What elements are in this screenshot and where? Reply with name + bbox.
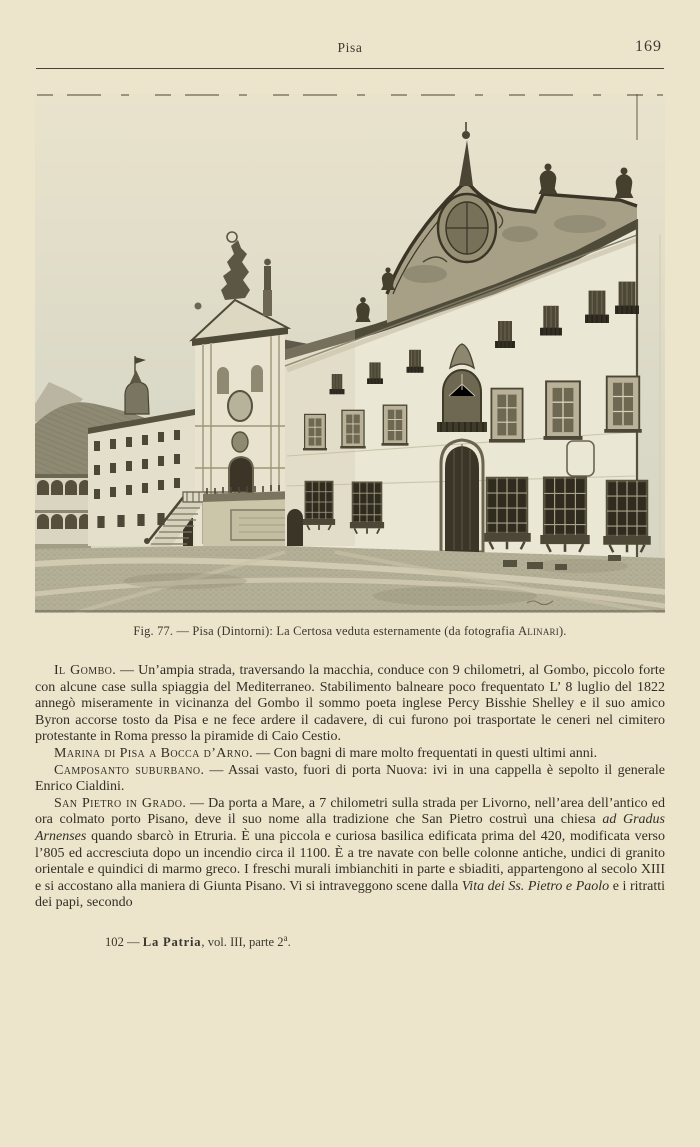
caption-photographer: Alinari <box>518 624 559 638</box>
signature-number: 102 — <box>105 935 143 950</box>
figure-caption <box>35 624 665 639</box>
footer-period: . <box>287 935 291 950</box>
courtyard <box>35 546 665 613</box>
paragraph-lead-san-pietro: San Pietro in Grado <box>54 795 183 811</box>
latin-phrase-ad-gradus: ad Gradus Arnenses <box>35 812 666 844</box>
caption-suffix: ). <box>558 624 567 638</box>
paragraph-il-gombo <box>35 663 665 746</box>
page-number: 169 <box>635 38 662 55</box>
paragraph-lead-camposanto: Camposanto suburbano <box>54 762 201 778</box>
paragraph-marina-di-pisa <box>35 746 665 763</box>
paragraph-lead-marina: Marina di Pisa a Bocca d’Arno <box>54 745 250 761</box>
volume-info: , vol. III, parte 2 <box>201 935 284 950</box>
book-page <box>0 40 700 1147</box>
work-title: La Patria <box>142 935 202 950</box>
paragraph-camposanto <box>35 763 665 796</box>
part-superscript: a <box>283 932 288 943</box>
paragraph-body1-san-pietro: . — Da porta a Mare, a 7 chilometri sulla strada per Livorno, nell’area dell’antico ed ora colmato porto Pisano, deve il suo nome alla tradizione che San Pietro costruì una chiesa <box>35 795 665 828</box>
paragraph-body3-san-pietro: e i ritratti dei papi, secondo <box>35 878 665 911</box>
body-text <box>35 663 665 912</box>
certosa-engraving <box>35 94 665 613</box>
paragraph-lead-il-gombo: Il Gombo <box>54 663 113 678</box>
figure-certosa <box>35 94 665 639</box>
running-title: Pisa <box>337 40 363 55</box>
paragraph-body-marina: . — Con bagni di mare molto frequentati in questi ultimi anni. <box>249 745 598 761</box>
page-header <box>36 40 664 57</box>
arcade-loggia <box>35 474 93 549</box>
paragraph-san-pietro-in-grado <box>35 796 665 912</box>
page-footer <box>105 933 700 950</box>
caption-text: Fig. 77. — Pisa (Dintorni): La Certosa veduta esternamente (da fotografia <box>133 624 519 638</box>
work-title-vita-ss: Vita dei Ss. Pietro e Paolo <box>461 878 610 894</box>
certosa-engraving-illustration <box>35 94 665 613</box>
paragraph-body2-san-pietro: quando sbarcò in Etruria. È una piccola e curiosa basilica edificata prima del 420, modificata verso l’805 ed accresciuta dopo un incendio circa il 1100. È a tre navate con belle colonne antiche, undici di granito orientale e quindici di marmo greco. I freschi murali imbianchiti in parte e sbiaditi, appartengono al secolo XIII e si accostano alla maniera di Giunta Pisano. Vi si intraveggono scene dalla <box>35 828 665 894</box>
paragraph-body-il-gombo: . — Un’ampia strada, traversando la macchia, conduce con 9 chilometri, al Gombo, piccolo forte con alcune case sulla spiaggia del Mediterraneo. Stabilimento balneare poco frequentato L’ 8 luglio del 1822 annegò miseramente in vicinanza del Gombo il sommo poeta inglese Percy Bisshie Shelley e il suo amico Byron accorse tosto da Pisa e ne fece ardere il cadavere, di cui furono poi trasportate le ceneri nel cimitero protestante in Roma presso la piramide di Caio Cestio. <box>35 663 665 745</box>
paragraph-body-camposanto: . — Assai vasto, fuori di porta Nuova: ivi in una cappella è sepolto il generale Enrico Cialdini. <box>35 762 665 795</box>
header-rule <box>36 68 664 69</box>
